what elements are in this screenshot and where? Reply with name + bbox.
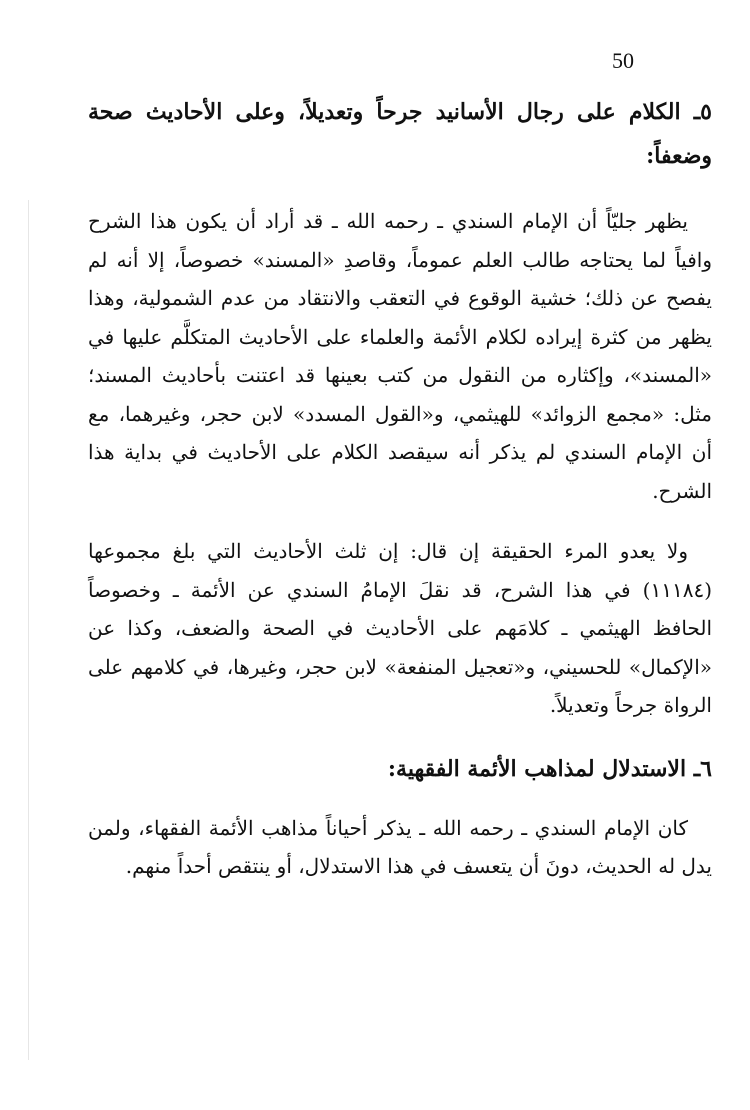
page-number: 50	[612, 48, 634, 73]
section-heading-6: ٦ـ الاستدلال لمذاهب الأئمة الفقهية:	[387, 755, 712, 782]
paragraph-2: ولا يعدو المرء الحقيقة إن قال: إن ثلث الأحاديث التي بلغ مجموعها (١١١٨٤) في هذا الشرح، قد نقلَ الإمامُ السندي عن الأئمة ـ وخصوصاً الحافظ الهيثمي ـ كلامَهم على الأحاديث في الصحة والضعف، وكذا عن «الإكمال» للحسيني، و«تعجيل المنفعة» لابن حجر، وغيرها، في كلامهم على الرواة جرحاً وتعديلاً.	[88, 539, 712, 717]
page-body	[88, 90, 712, 908]
paragraph-1: يظهر جليّاً أن الإمام السندي ـ رحمه الله ـ قد أراد أن يكون هذا الشرح وافياً لما يحتاجه طالب العلم عموماً، وقاصدِ «المسند» خصوصاً، إلا أنه لم يفصح عن ذلك؛ خشية الوقوع في التعقب والانتقاد من عدم الشمولية، وهذا يظهر من كثرة إيراده لكلام الأئمة والعلماء على الأحاديث المتكلَّم عليها في «المسند»، وإكثاره من النقول من كتب بعينها قد اعتنت بأحاديث المسند؛ مثل: «مجمع الزوائد» للهيثمي، و«القول المسدد» لابن حجر، وغيرهما، مع أن الإمام السندي لم يذكر أنه سيقصد الكلام على الأحاديث في بداية هذا الشرح.	[88, 209, 712, 503]
scan-edge-line	[28, 200, 29, 1060]
paragraph-3: كان الإمام السندي ـ رحمه الله ـ يذكر أحياناً مذاهب الأئمة الفقهاء، ولمن يدل له الحديث، دونَ أن يتعسف في هذا الاستدلال، أو ينتقص أحداً منهم.	[88, 815, 712, 878]
section-heading-5: ٥ـ الكلام على رجال الأسانيد جرحاً وتعديلاً، وعلى الأحاديث صحة وضعفاً:	[88, 99, 712, 169]
